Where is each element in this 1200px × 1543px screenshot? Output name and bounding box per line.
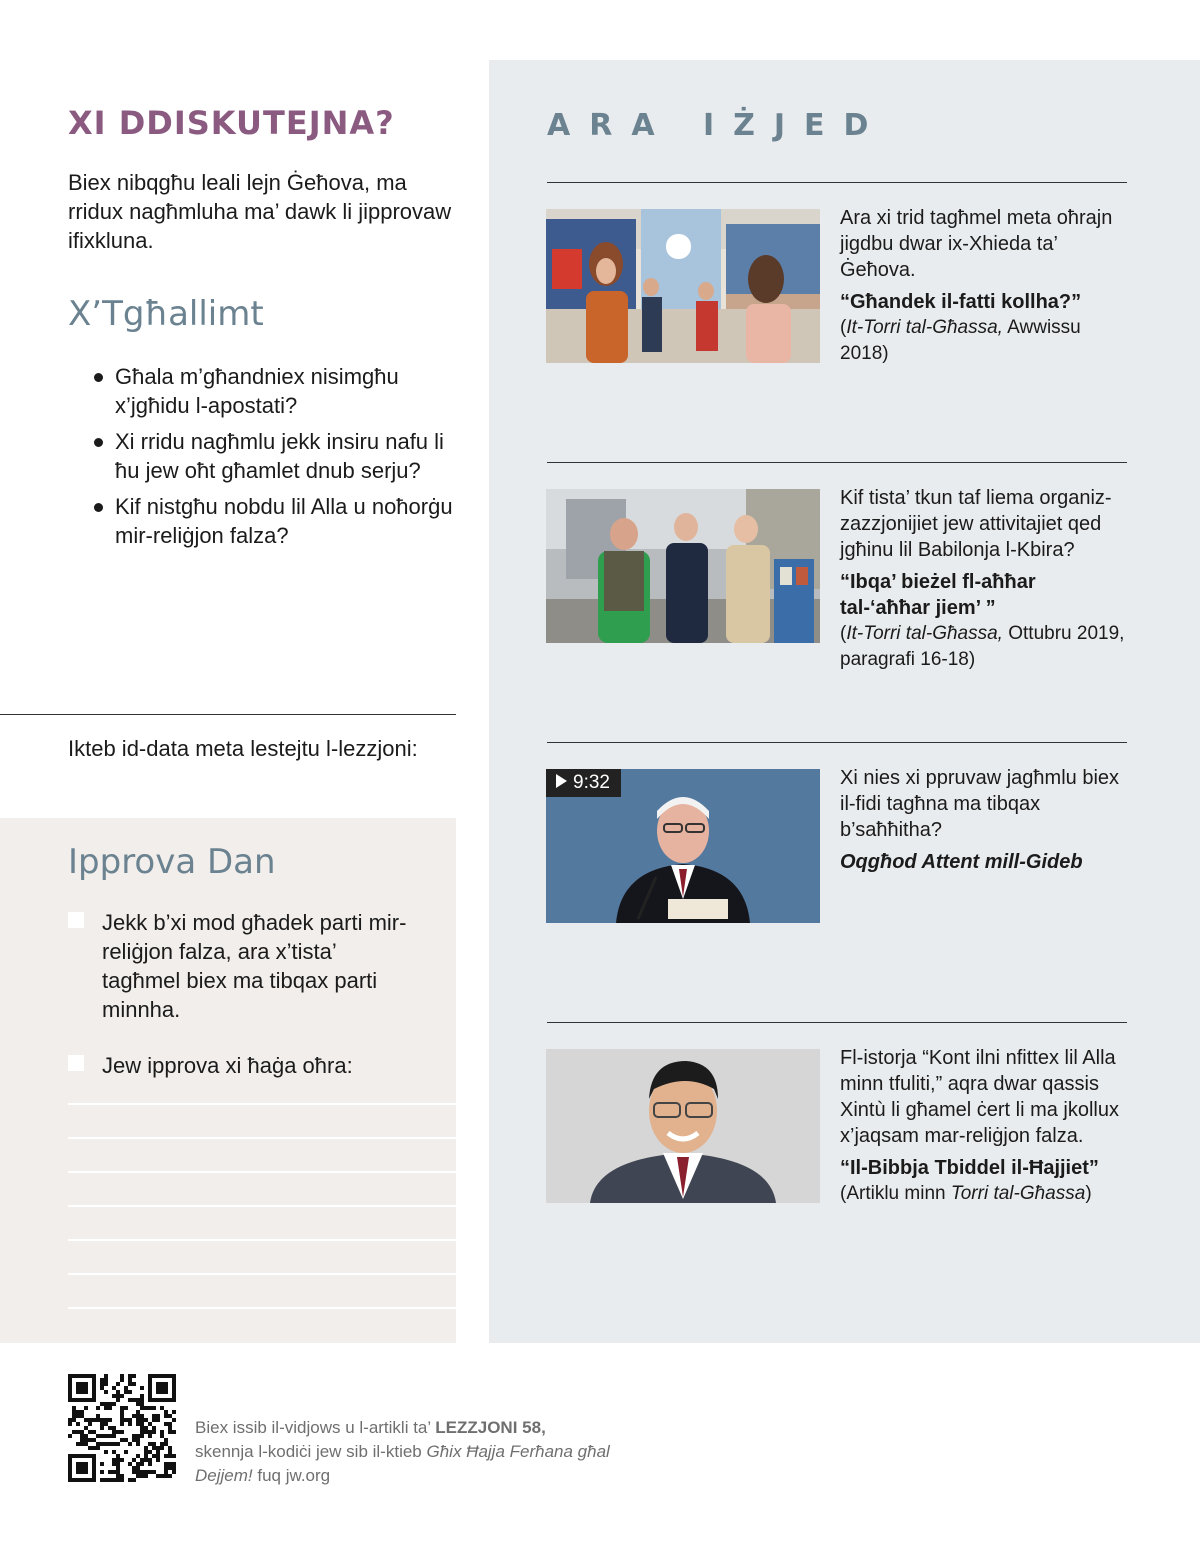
source-publication: It-Torri tal-Għassa,	[846, 623, 1003, 644]
more-entry-1	[840, 205, 1130, 367]
checkbox-icon[interactable]	[68, 1055, 84, 1071]
video-thumbnail[interactable]	[546, 769, 820, 923]
writing-line[interactable]	[68, 1273, 456, 1275]
summary-heading: XI DDISKUTEJNA?	[68, 104, 395, 142]
try-this-box	[0, 818, 456, 1343]
writing-line[interactable]	[68, 1307, 456, 1309]
footer-line2: skennja l-kodiċi jew sib il-ktieb	[195, 1442, 427, 1461]
source-publication: It-Torri tal-Għassa,	[846, 317, 1003, 338]
bullet-icon	[94, 503, 103, 512]
learned-item-text: Għala m’għandniex nisimgħu x’jgħidu l-apostati?	[115, 364, 399, 418]
source-rest: )	[1085, 1183, 1092, 1204]
entry-description: Xi nies xi ppruvaw jagħmlu biex il-fidi tagħna ma tibqax b’saħħitha?	[840, 767, 1120, 841]
entry-source	[840, 315, 1130, 367]
more-entry-2	[840, 485, 1130, 673]
divider	[547, 742, 1127, 743]
divider	[0, 714, 456, 715]
cart-witnessing-photo[interactable]	[546, 489, 820, 643]
bullet-icon	[94, 438, 103, 447]
writing-line[interactable]	[68, 1103, 456, 1105]
entry-title-link[interactable]: “Il-Bibbja Tbiddel il-Ħajjiet”	[840, 1157, 1099, 1179]
learned-item-text: Xi rridu nagħmlu jekk insiru nafu li ħu jew oħt għamlet dnub serju?	[115, 429, 444, 483]
entry-title-link[interactable]: “Għandek il-fatti kollha?”	[840, 291, 1082, 313]
learned-list	[90, 362, 460, 557]
play-icon[interactable]	[556, 774, 567, 788]
more-heading: ARA IŻJED	[547, 108, 888, 143]
qr-code-icon[interactable]	[68, 1374, 176, 1482]
entry-description: Ara xi trid tagħmel meta oħrajn jigdbu dwar ix-Xhieda ta’ Ġeħova.	[840, 207, 1113, 281]
source-open: (	[840, 623, 847, 644]
date-prompt: Ikteb id-data meta lestejtu l-lezzjoni:	[68, 736, 418, 761]
footer-lesson: LEZZJONI 58,	[435, 1418, 546, 1437]
source-publication: Torri tal-Għassa	[950, 1183, 1086, 1204]
footer-book-title: Għix Ħajja Ferħana għal Dejjem!	[195, 1442, 610, 1485]
summary-text: Biex nibqgħu leali lejn Ġeħova, ma rridux nagħmluha ma’ dawk li jipprovaw ifixkluna.	[68, 170, 452, 253]
try-option-1[interactable]	[68, 908, 408, 1024]
divider	[547, 462, 1127, 463]
learned-item-text: Kif nistgħu nobdu lil Alla u noħorġu mir-reliġjon falza?	[115, 494, 453, 548]
footer-text	[195, 1416, 655, 1488]
writing-line[interactable]	[68, 1137, 456, 1139]
try-option-text: Jekk b’xi mod għadek parti mir-reliġjon falza, ara x’tista’ tagħmel biex ma tibqax parti minnha.	[102, 910, 407, 1022]
try-option-2[interactable]	[68, 1051, 408, 1080]
video-duration-badge	[546, 769, 621, 797]
writing-line[interactable]	[68, 1205, 456, 1207]
learned-heading: X’Tgħallimt	[68, 294, 264, 334]
entry-description: Kif tista’ tkun taf liema organiz-zazzjonijiet jew attivitajiet qed jgħinu lil Babilonja l-Kbira?	[840, 487, 1112, 561]
source-open: (	[840, 317, 847, 338]
footer-site: fuq jw.org	[252, 1466, 331, 1485]
entry-source	[840, 621, 1130, 673]
writing-line[interactable]	[68, 1239, 456, 1241]
learned-item	[90, 362, 460, 420]
source-rest: Awwissu 2018)	[840, 317, 1081, 364]
entry-title-link[interactable]: “Ibqa’ bieżel fl-aħħar tal-‘aħħar jiem’ ”	[840, 571, 1036, 619]
entry-source	[840, 1181, 1130, 1207]
footer-line1: Biex issib il-vidjows u l-artikli ta’	[195, 1418, 436, 1437]
entry-description: Fl-istorja “Kont ilni nfittex lil Alla minn tfuliti,” aqra dwar qassis Xintù li għamel ċert li ma jkollux x’jaqsam mar-reliġjon falza.	[840, 1047, 1119, 1147]
learned-item	[90, 492, 460, 550]
try-this-heading: Ipprova Dan	[68, 842, 276, 882]
portrait-photo[interactable]	[546, 1049, 820, 1203]
more-entry-4	[840, 1045, 1130, 1207]
divider	[547, 182, 1127, 183]
news-scene-illustration[interactable]	[546, 209, 820, 363]
bullet-icon	[94, 373, 103, 382]
checkbox-icon[interactable]	[68, 912, 84, 928]
writing-line[interactable]	[68, 1171, 456, 1173]
video-duration: 9:32	[573, 772, 610, 793]
learned-item	[90, 427, 460, 485]
video-title-link[interactable]: Oqgħod Attent mill-Gideb	[840, 851, 1083, 873]
source-open: (Artiklu minn	[840, 1183, 951, 1204]
try-option-text: Jew ipprova xi ħaġa oħra:	[102, 1053, 353, 1078]
source-rest: Ottubru 2019, paragrafi 16-18)	[840, 623, 1125, 670]
more-entry-3	[840, 765, 1130, 875]
divider	[547, 1022, 1127, 1023]
